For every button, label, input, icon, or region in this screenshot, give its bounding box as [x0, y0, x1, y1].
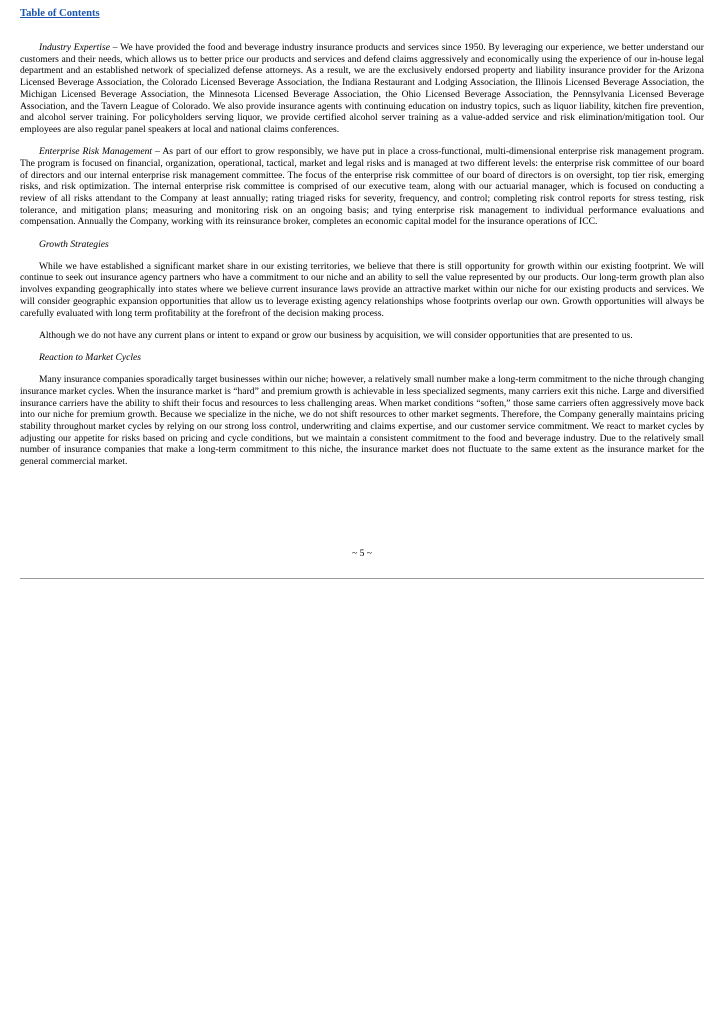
page-number: ~ 5 ~	[352, 548, 372, 559]
industry-expertise-text: We have provided the food and beverage industry insurance products and services since 1950. By leveraging our experience, we better understand our customers and their needs, which allows us to better price our products and services and defend claims aggressively and economically using the experience of our in-house legal department and an established network of specialized defense attorneys. As a result, we are the exclusively endorsed property and liability insurance provider for the Arizona Licensed Beverage Association, the Colorado Licensed Beverage Association, the Indiana Restaurant and Lodging Association, the Illinois Licensed Beverage Association, the Michigan Licensed Beverage Association, the Minnesota Licensed Beverage Association, the Ohio Licensed Beverage Association, the Pennsylvania Licensed Beverage Association, and the Tavern League of Colorado. We also provide insurance agents with continuing education on industry topics, such as liquor liability, kitchen fire prevention, and alcohol server training. For policyholders serving liquor, we provide certified alcohol server training as a value-added service and risk elimination/mitigation tool. Our employees are also regular panel speakers at local and national claims conferences.	[20, 42, 705, 135]
table-of-contents-link[interactable]: Table of Contents	[20, 8, 100, 19]
growth-strategies-paragraph-1: While we have established a significant market share in our existing territories, we believe that there is still opportunity for growth within our existing footprint. We will continue to seek out insurance agency partners who have a commitment to our niche and an ability to sell the value represented by our products. Our long-term growth plan also involves expanding geographically into states where we believe current insurance laws provide an attractive market within our niche for our existing products and services. We will consider geographic expansion opportunities that allow us to leverage existing agency relationships whose footprints overlap our own. Growth opportunities will always be carefully evaluated with long term profitability at the forefront of the decision making process.	[20, 260, 704, 319]
industry-expertise-separator: –	[109, 42, 121, 53]
document-body	[20, 42, 704, 478]
industry-expertise-paragraph	[20, 42, 704, 136]
growth-strategies-heading: Growth Strategies	[39, 238, 109, 250]
market-cycles-paragraph-1: Many insurance companies sporadically target businesses within our niche; however, a relatively small number make a long-term commitment to the niche through changing insurance market cycles. When the insurance market is “hard” and premium growth is achievable in less specialized segments, many carriers exit this niche. Large and diversified insurance carriers have the ability to shift their focus and resources to less challenging areas. When market conditions “soften,” those same carriers often aggressively move back into our niche for premium growth. Because we specialize in the niche, we do not shift resources to other market segments. Therefore, the Company generally maintains pricing stability throughout market cycles by relying on our strong loss control, underwriting and claims expertise, and our customer service commitment. We react to market cycles by adjusting our appetite for risks based on pricing and cycle conditions, but we maintain a consistent commitment to the food and beverage industry. Due to the relatively small number of insurance companies that make a long-term commitment to this niche, the insurance market does not fluctuate to the same extent as the insurance market for the general commercial market.	[20, 374, 704, 468]
enterprise-risk-heading: Enterprise Risk Management	[39, 146, 153, 158]
growth-strategies-paragraph-2: Although we do not have any current plans or intent to expand or grow our business by acquisition, we will consider opportunities that are presented to us.	[39, 329, 633, 341]
enterprise-risk-separator: –	[152, 146, 163, 158]
market-cycles-heading: Reaction to Market Cycles	[39, 351, 142, 363]
enterprise-risk-paragraph	[20, 146, 704, 228]
page-divider	[20, 578, 704, 579]
enterprise-risk-text: As part of our effort to grow responsibly, we have put in place a cross-functional, multi-dimensional enterprise risk management program. The program is focused on financial, organization, operational, tactical, market and legal risks and is managed at two different levels: the enterprise risk committee of our board of directors and our internal enterprise risk management committee. The focus of the enterprise risk committee of our board of directors is on oversight, top tier risk, emerging risks, and risk optimization. The internal enterprise risk committee is comprised of our executive team, along with our actuarial manager, which is focused on conducting a review of all risks attendant to the Company at least annually; rating triaged risks for severity, frequency, and control; completing risk control reports for stress testing, risk tolerance, and mitigation plans; measuring and monitoring risk on an ongoing basis; and tying enterprise risk management to individual performance evaluations and compensation. Annually the Company, working with its reinsurance broker, completes an economic capital model for the insurance operations of ICC.	[20, 146, 704, 228]
industry-expertise-heading: Industry Expertise	[39, 42, 110, 53]
